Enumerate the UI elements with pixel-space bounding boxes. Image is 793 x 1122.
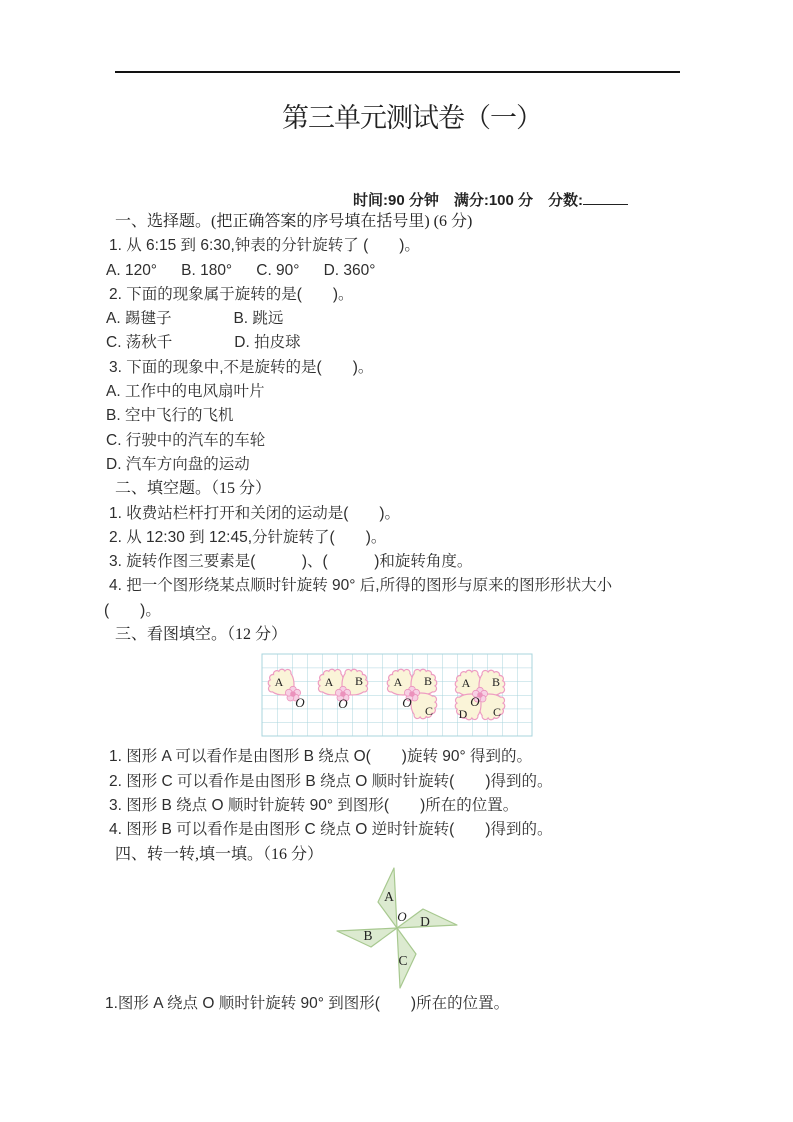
s2-blank-4: 4. 把一个图形绕某点顺时针旋转 90° 后,所得的图形与原来的图形形状大小 [109, 577, 613, 595]
pinwheel-label-c: C [398, 952, 408, 968]
s2-blank-4-cont: ( )。 [104, 601, 161, 619]
flower-grid-figure [255, 649, 545, 744]
s1-q2-options-cd: C. 荡秋千 D. 拍皮球 [106, 334, 301, 352]
flower-2-label-o: O [338, 696, 348, 712]
flower-4-label-d: D [458, 707, 468, 722]
pinwheel-label-a: A [384, 888, 394, 904]
flower-4-label-o: O [470, 694, 480, 710]
paper-body [0, 210, 793, 1016]
section-3-heading: 三、看图填空。（12 分） [115, 626, 288, 644]
s1-q3-option-a: A. 工作中的电风扇叶片 [106, 383, 265, 401]
s3-question-4: 4. 图形 B 可以看作是由图形 C 绕点 O 逆时针旋转( )得到的。 [109, 821, 553, 839]
s3-question-3: 3. 图形 B 绕点 O 顺时针旋转 90° 到图形( )所在的位置。 [109, 796, 519, 814]
flower-3-label-o: O [402, 695, 412, 711]
s2-blank-3: 3. 旋转作图三要素是( )、( )和旋转角度。 [109, 553, 473, 571]
pinwheel-label-b: B [363, 927, 373, 943]
s1-question-3: 3. 下面的现象中,不是旋转的是( )。 [109, 358, 374, 376]
flower-4-label-c: C [492, 705, 502, 720]
s1-question-1: 1. 从 6:15 到 6:30,钟表的分针旋转了 ( )。 [109, 237, 420, 255]
s2-blank-1: 1. 收费站栏杆打开和关闭的运动是( )。 [109, 504, 401, 522]
s3-question-2: 2. 图形 C 可以看作是由图形 B 绕点 O 顺时针旋转( )得到的。 [109, 772, 553, 790]
s2-blank-2: 2. 从 12:30 到 12:45,分针旋转了( )。 [109, 528, 387, 546]
flower-3-label-c: C [424, 704, 434, 719]
s1-q2-options-ab: A. 踢毽子 B. 跳远 [106, 310, 284, 328]
flower-2-label-a: A [324, 675, 334, 690]
flower-2-label-b: B [354, 674, 364, 689]
flower-4-label-b: B [491, 675, 501, 690]
section-2-heading: 二、填空题。（15 分） [115, 480, 272, 498]
flower-1-label-o: O [295, 695, 305, 711]
s1-q1-options: A. 120° B. 180° C. 90° D. 360° [106, 261, 376, 279]
flower-1-label-a: A [274, 675, 284, 690]
flower-4-label-a: A [461, 676, 471, 691]
s4-question-1: 1.图形 A 绕点 O 顺时针旋转 90° 到图形( )所在的位置。 [105, 994, 510, 1012]
flower-3-label-a: A [393, 675, 403, 690]
pinwheel-label-o: O [397, 908, 407, 924]
s1-q3-option-c: C. 行驶中的汽车的车轮 [106, 431, 266, 449]
s1-question-2: 2. 下面的现象属于旋转的是( )。 [109, 285, 354, 303]
page-title: 第三单元测试卷（一） [282, 103, 542, 133]
s1-q3-option-d: D. 汽车方向盘的运动 [106, 455, 250, 473]
exam-meta [353, 189, 628, 210]
section-1-heading: 一、选择题。(把正确答案的序号填在括号里) (6 分) [115, 213, 473, 230]
pinwheel-figure [330, 862, 465, 992]
score-blank[interactable] [583, 191, 628, 205]
exam-meta-text: 时间:90 分钟 满分:100 分 分数: [353, 192, 584, 209]
s3-question-1: 1. 图形 A 可以看作是由图形 B 绕点 O( )旋转 90° 得到的。 [109, 748, 533, 766]
s1-q3-option-b: B. 空中飞行的飞机 [106, 407, 234, 425]
header-rule [115, 71, 680, 73]
flower-3-label-b: B [423, 674, 433, 689]
section-4-heading: 四、转一转,填一填。（16 分） [115, 845, 324, 863]
pinwheel-label-d: D [420, 913, 430, 929]
